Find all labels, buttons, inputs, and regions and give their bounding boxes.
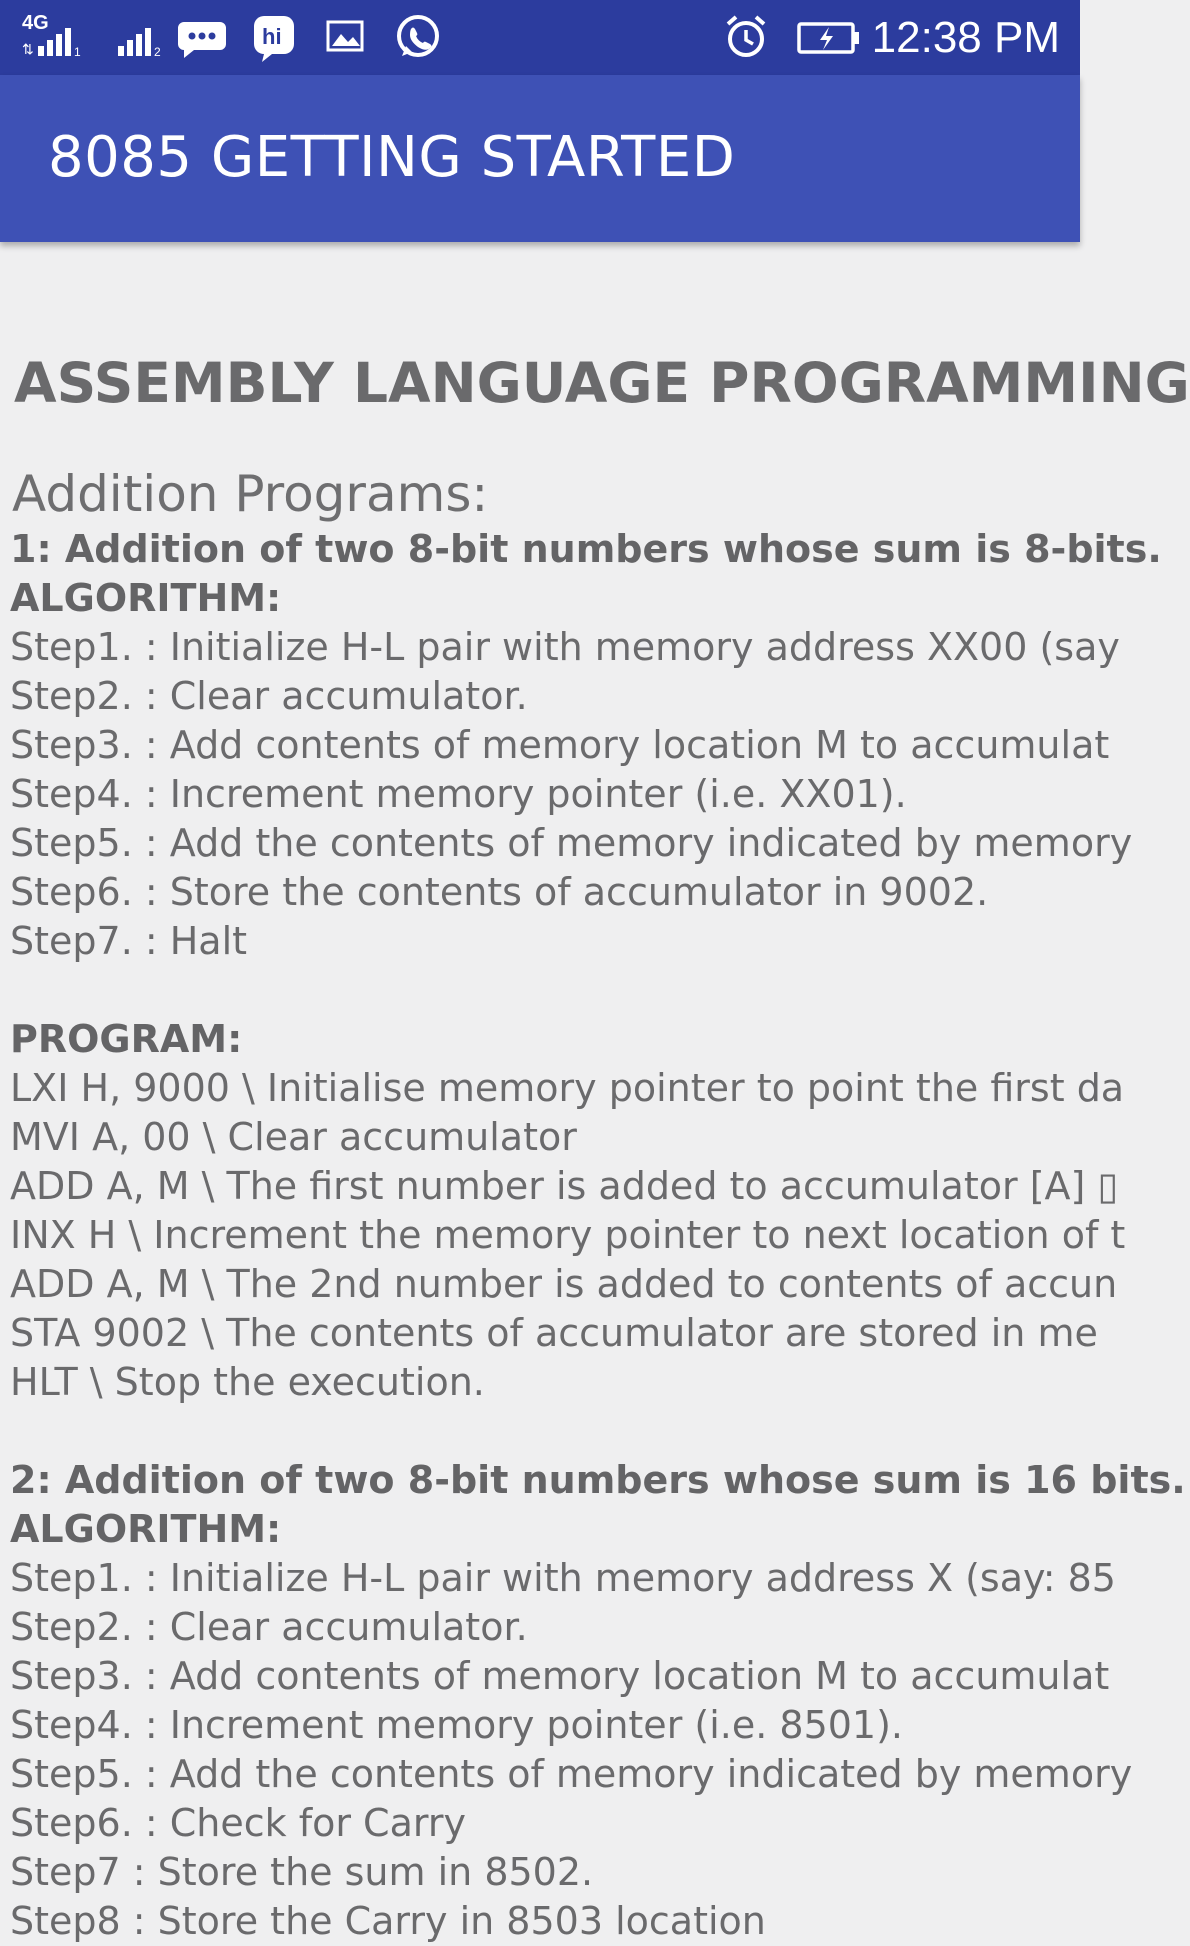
text-line: Step6. : Store the contents of accumulator in 9002. — [10, 870, 989, 914]
blank-line — [10, 966, 1186, 1015]
svg-text:1: 1 — [74, 45, 81, 59]
text-line: Step7 : Store the sum in 8502. — [10, 1850, 594, 1894]
signal-sim2-icon — [116, 12, 176, 62]
gallery-icon — [324, 12, 368, 62]
text-line: Step2. : Clear accumulator. — [10, 1605, 528, 1649]
text-line: Step4. : Increment memory pointer (i.e. 8501). — [10, 1703, 903, 1747]
section-heading: Addition Programs: — [12, 465, 489, 523]
text-line: ADD A, M \ The 2nd number is added to contents of accun — [10, 1262, 1118, 1306]
text-line: Step6. : Check for Carry — [10, 1801, 466, 1845]
text-line: Step1. : Initialize H-L pair with memory address X (say: 85 — [10, 1556, 1116, 1600]
text-line: INX H \ Increment the memory pointer to next location of t — [10, 1213, 1126, 1257]
battery-charging-icon — [796, 12, 862, 62]
text-line: STA 9002 \ The contents of accumulator are stored in me — [10, 1311, 1098, 1355]
hike-app-icon — [250, 12, 298, 62]
alarm-icon — [722, 12, 770, 62]
svg-text:hi: hi — [262, 24, 282, 49]
text-line: Step3. : Add contents of memory location M to accumulat — [10, 723, 1110, 767]
text-line: Step8 : Store the Carry in 8503 location — [10, 1899, 766, 1943]
text-line: Step7. : Halt — [10, 919, 248, 963]
text-line: MVI A, 00 \ Clear accumulator — [10, 1115, 577, 1159]
messaging-icon — [176, 12, 228, 62]
text-line: HLT \ Stop the execution. — [10, 1360, 485, 1404]
text-line: Step5. : Add the contents of memory indicated by memory — [10, 1752, 1133, 1796]
svg-text:⇅: ⇅ — [22, 41, 34, 57]
heading-line: ALGORITHM: — [10, 576, 282, 620]
document-title: ASSEMBLY LANGUAGE PROGRAMMING — [14, 351, 1190, 415]
heading-line: 2: Addition of two 8-bit numbers whose sum is 16 bits. — [10, 1458, 1186, 1502]
whatsapp-icon — [392, 12, 444, 62]
status-time: 12:38 PM — [871, 13, 1060, 62]
document-lines — [10, 525, 1186, 1946]
text-line: LXI H, 9000 \ Initialise memory pointer to point the first da — [10, 1066, 1125, 1110]
network-type-label: 4G — [22, 12, 49, 34]
app-bar — [0, 75, 1080, 242]
text-line: ADD A, M \ The first number is added to accumulator [A] ▯ — [10, 1164, 1119, 1208]
text-line: Step1. : Initialize H-L pair with memory address XX00 (say — [10, 625, 1120, 669]
heading-line: PROGRAM: — [10, 1017, 243, 1061]
app-title: 8085 GETTING STARTED — [48, 125, 736, 190]
text-line: Step5. : Add the contents of memory indicated by memory — [10, 821, 1133, 865]
text-line: Step3. : Add contents of memory location M to accumulat — [10, 1654, 1110, 1698]
blank-line — [10, 1407, 1186, 1456]
content-scroll-view[interactable] — [0, 242, 1190, 1943]
signal-4g-icon — [22, 12, 84, 62]
text-line: Step2. : Clear accumulator. — [10, 674, 528, 718]
heading-line: 1: Addition of two 8-bit numbers whose sum is 8-bits. — [10, 527, 1162, 571]
status-bar — [0, 0, 1080, 75]
text-line: Step4. : Increment memory pointer (i.e. XX01). — [10, 772, 907, 816]
svg-text:2: 2 — [154, 45, 161, 59]
heading-line: ALGORITHM: — [10, 1507, 282, 1551]
